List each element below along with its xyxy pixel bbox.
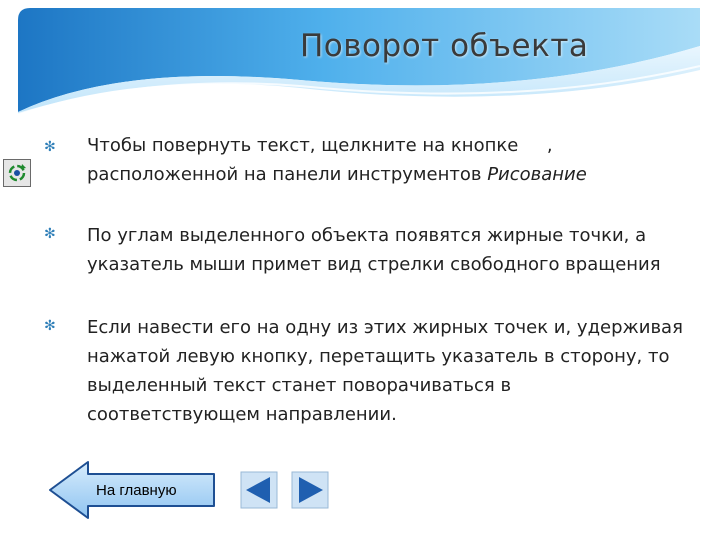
snowflake-bullet-icon: ✻ bbox=[44, 139, 56, 155]
free-rotate-icon[interactable] bbox=[3, 159, 31, 187]
bullet-item-2 bbox=[87, 221, 687, 279]
bullet-item-3-text: Если навести его на одну из этих жирных точек и, удерживая нажатой левую кнопку, перетащить указатель в сторону, то выделенный текст станет поворачиваться в соответствующем направлении. bbox=[87, 317, 683, 425]
bullet-item-1-text: Чтобы повернуть текст, щелкните на кнопке , расположенной на панели инструментов bbox=[87, 135, 553, 185]
bullet-item-1-emphasis: Рисование bbox=[487, 164, 587, 185]
triangle-right-icon[interactable] bbox=[291, 471, 329, 509]
triangle-left-icon[interactable] bbox=[240, 471, 278, 509]
slide-title: Поворот объекта bbox=[300, 28, 589, 64]
snowflake-bullet-icon: ✻ bbox=[44, 226, 56, 242]
bullet-item-1 bbox=[87, 131, 687, 189]
home-button-label[interactable]: На главную bbox=[96, 482, 177, 499]
snowflake-bullet-icon: ✻ bbox=[44, 318, 56, 334]
bullet-item-2-text: По углам выделенного объекта появятся жирные точки, а указатель мыши примет вид стрелки свободного вращения bbox=[87, 225, 661, 275]
bullet-item-3 bbox=[87, 313, 687, 429]
